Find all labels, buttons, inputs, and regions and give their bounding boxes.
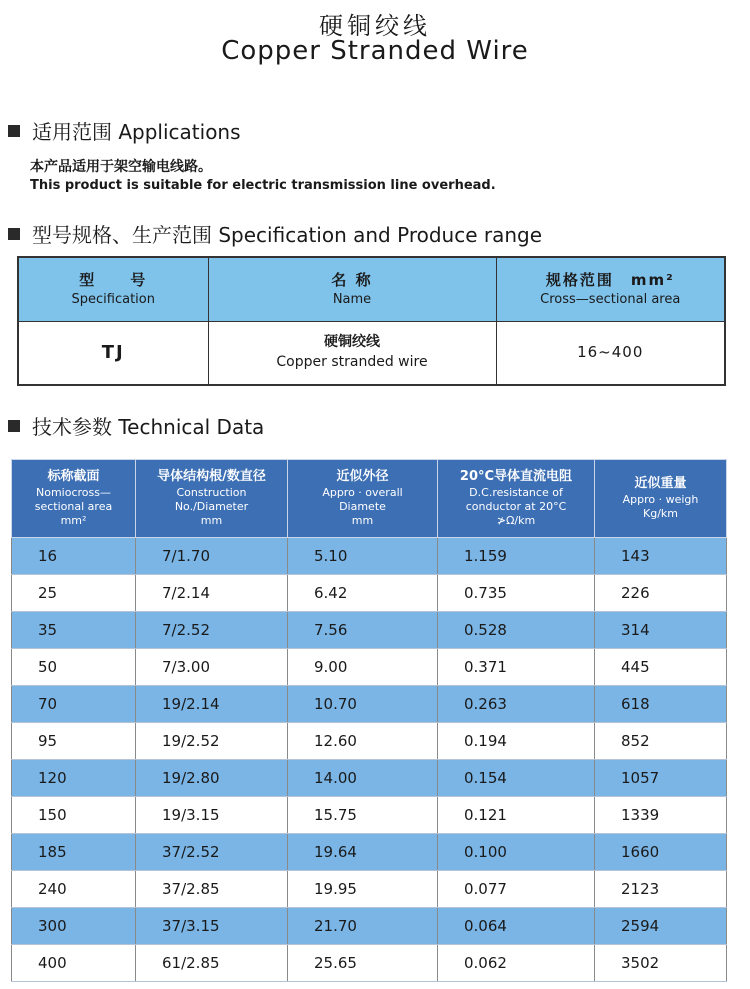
applications-desc-en: This product is suitable for electric transmission line overhead.: [30, 178, 496, 193]
cell-weight: 3502: [595, 945, 727, 982]
cell-diameter: 14.00: [288, 760, 438, 797]
tech-header-construction-en1: Construction: [176, 485, 247, 499]
cell-construction: 19/3.15: [136, 797, 288, 834]
tech-header-resistance-en2: conductor at 20°C: [465, 499, 567, 513]
specification-data-row: [18, 321, 725, 385]
cell-weight: 2123: [595, 871, 727, 908]
tech-header-construction-en2: No./Diameter: [174, 499, 249, 513]
tech-header-weight-cn: 近似重量: [634, 475, 687, 491]
cell-diameter: 7.56: [288, 612, 438, 649]
tech-header-diameter-cn: 近似外径: [336, 468, 389, 484]
tech-header-weight: [595, 460, 727, 538]
cell-construction: 19/2.52: [136, 723, 288, 760]
technical-data-table: [11, 459, 727, 982]
tech-header-construction-cn: 导体结构根/数直径: [157, 468, 266, 484]
bullet-square-icon: [8, 125, 20, 137]
table-row: [12, 760, 727, 797]
technical-table-body: [12, 538, 727, 982]
cell-weight: 852: [595, 723, 727, 760]
tech-header-resistance-cn: 20°C导体直流电阻: [459, 468, 573, 484]
applications-heading: [8, 116, 241, 145]
table-row: [12, 575, 727, 612]
spec-name-cell: [208, 321, 496, 385]
cell-weight: 1660: [595, 834, 727, 871]
cell-diameter: 25.65: [288, 945, 438, 982]
cell-diameter: 15.75: [288, 797, 438, 834]
applications-heading-text: 适用范围 Applications: [32, 120, 241, 144]
cell-section: 240: [12, 871, 136, 908]
cell-weight: 314: [595, 612, 727, 649]
page-title-cn: 硬铜绞线: [319, 12, 431, 40]
table-row: [12, 723, 727, 760]
tech-header-diameter: [288, 460, 438, 538]
cell-section: 35: [12, 612, 136, 649]
table-row: [12, 871, 727, 908]
cell-weight: 1339: [595, 797, 727, 834]
spec-header-range-cn: 规格范围 mm²: [545, 271, 675, 290]
page-title-en: Copper Stranded Wire: [221, 36, 529, 66]
tech-header-section-en3: mm²: [60, 514, 87, 528]
cell-resistance: 0.194: [438, 723, 595, 760]
cell-section: 50: [12, 649, 136, 686]
tech-header-weight-en2: Kg/km: [643, 506, 678, 520]
cell-construction: 37/3.15: [136, 908, 288, 945]
table-row: [12, 797, 727, 834]
tech-header-construction: [136, 460, 288, 538]
cell-diameter: 9.00: [288, 649, 438, 686]
technical-heading: [8, 411, 264, 440]
tech-header-diameter-en1: Appro · overall: [322, 485, 403, 499]
spec-header-range-en: Cross—sectional area: [540, 291, 681, 307]
cell-diameter: 19.95: [288, 871, 438, 908]
cell-diameter: 21.70: [288, 908, 438, 945]
bullet-square-icon: [8, 228, 20, 240]
cell-resistance: 0.735: [438, 575, 595, 612]
spec-header-name-cn: 名 称: [331, 271, 373, 290]
tech-header-resistance: [438, 460, 595, 538]
cell-resistance: 0.077: [438, 871, 595, 908]
bullet-square-icon: [8, 420, 20, 432]
spec-header-name: [208, 257, 496, 321]
tech-header-resistance-en1: D.C.resistance of: [469, 485, 563, 499]
table-row: [12, 908, 727, 945]
specification-table: [17, 256, 726, 386]
tech-header-section-en1: Nomiocross—: [36, 485, 111, 499]
cell-section: 95: [12, 723, 136, 760]
cell-weight: 618: [595, 686, 727, 723]
tech-header-construction-en3: mm: [200, 514, 223, 528]
cell-section: 400: [12, 945, 136, 982]
specification-header-row: [18, 257, 725, 321]
tech-header-section-cn: 标称截面: [47, 468, 100, 484]
cell-section: 150: [12, 797, 136, 834]
spec-name-cn: 硬铜绞线: [324, 334, 380, 351]
cell-weight: 445: [595, 649, 727, 686]
spec-name-en: Copper stranded wire: [276, 353, 428, 370]
cell-construction: 37/2.52: [136, 834, 288, 871]
technical-heading-text: 技术参数 Technical Data: [32, 415, 265, 439]
table-row: [12, 686, 727, 723]
cell-construction: 7/1.70: [136, 538, 288, 575]
cell-section: 25: [12, 575, 136, 612]
cell-resistance: 0.154: [438, 760, 595, 797]
table-row: [12, 834, 727, 871]
cell-construction: 37/2.85: [136, 871, 288, 908]
cell-weight: 2594: [595, 908, 727, 945]
cell-section: 120: [12, 760, 136, 797]
spec-header-model: [18, 257, 208, 321]
cell-construction: 19/2.14: [136, 686, 288, 723]
cell-weight: 226: [595, 575, 727, 612]
spec-model-cell: TJ: [18, 321, 208, 385]
spec-header-name-en: Name: [332, 291, 372, 307]
applications-desc-cn: 本产品适用于架空输电线路。: [30, 159, 212, 175]
tech-header-section: [12, 460, 136, 538]
cell-construction: 7/2.14: [136, 575, 288, 612]
tech-header-resistance-en3: ≯Ω/km: [496, 514, 536, 528]
cell-section: 185: [12, 834, 136, 871]
spec-header-model-en: Specification: [71, 291, 155, 307]
cell-resistance: 0.121: [438, 797, 595, 834]
cell-diameter: 19.64: [288, 834, 438, 871]
cell-construction: 61/2.85: [136, 945, 288, 982]
cell-weight: 1057: [595, 760, 727, 797]
cell-resistance: 0.528: [438, 612, 595, 649]
cell-diameter: 5.10: [288, 538, 438, 575]
tech-header-diameter-en3: mm: [351, 514, 374, 528]
spec-range-cell: 16~400: [496, 321, 725, 385]
cell-section: 70: [12, 686, 136, 723]
cell-construction: 19/2.80: [136, 760, 288, 797]
cell-construction: 7/3.00: [136, 649, 288, 686]
tech-header-weight-en1: Appro · weigh: [622, 492, 699, 506]
spec-header-model-cn: 型 号: [79, 271, 148, 290]
cell-resistance: 1.159: [438, 538, 595, 575]
cell-diameter: 10.70: [288, 686, 438, 723]
table-row: [12, 945, 727, 982]
cell-resistance: 0.371: [438, 649, 595, 686]
cell-weight: 143: [595, 538, 727, 575]
cell-diameter: 6.42: [288, 575, 438, 612]
cell-resistance: 0.062: [438, 945, 595, 982]
cell-diameter: 12.60: [288, 723, 438, 760]
specification-heading-text: 型号规格、生产范围 Specification and Produce range: [32, 223, 543, 247]
cell-resistance: 0.100: [438, 834, 595, 871]
table-row: [12, 538, 727, 575]
cell-resistance: 0.064: [438, 908, 595, 945]
cell-construction: 7/2.52: [136, 612, 288, 649]
cell-section: 300: [12, 908, 136, 945]
table-row: [12, 612, 727, 649]
cell-resistance: 0.263: [438, 686, 595, 723]
specification-heading: [8, 219, 542, 248]
table-row: [12, 649, 727, 686]
cell-section: 16: [12, 538, 136, 575]
technical-header-row: [12, 460, 727, 538]
tech-header-diameter-en2: Diamete: [339, 499, 386, 513]
spec-header-range: [496, 257, 725, 321]
tech-header-section-en2: sectional area: [34, 499, 113, 513]
